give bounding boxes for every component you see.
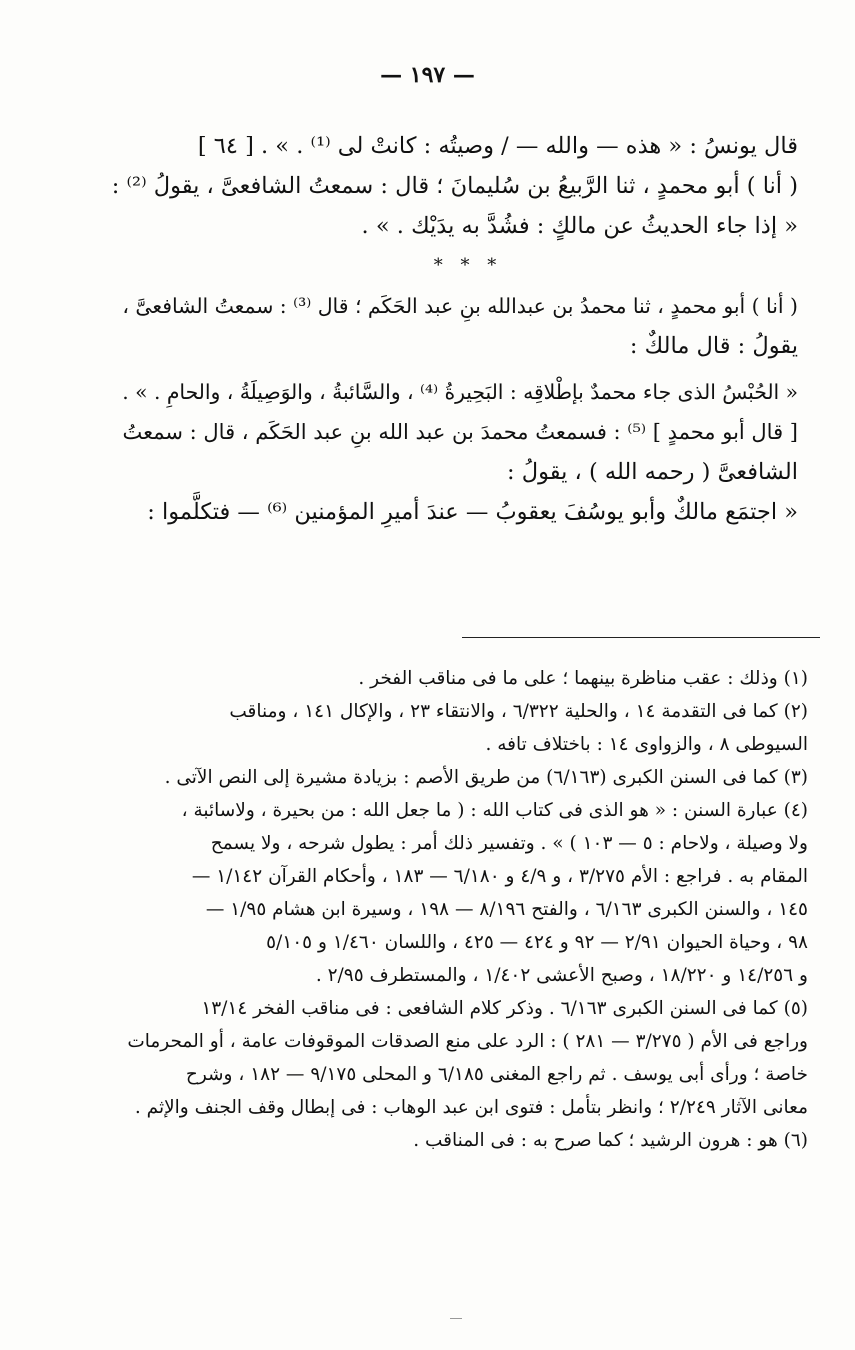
main-line: ( أنا ) أبو محمدٍ ، ثنا الرَّبيعُ بن سُليمانَ ؛ قال : سمعتُ الشافعىَّ ، يقولُ ⁽²⁾ : bbox=[111, 173, 798, 199]
page-number: — ١٩٧ — bbox=[380, 62, 475, 88]
footnote-line: و ١٤/٢٥٦ و ١٨/٢٢٠ ، وصبح الأعشى ١/٤٠٢ ، والمستطرف ٢/٩٥ . bbox=[315, 965, 808, 986]
footnote-line: (٥) كما فى السنن الكبرى ٦/١٦٣ . وذكر كلام الشافعى : فى مناقب الفخر ١٣/١٤ bbox=[201, 998, 808, 1019]
footnote-line: (٢) كما فى التقدمة ١٤ ، والحلية ٦/٣٢٢ ، والانتقاء ٢٣ ، والإكال ١٤١ ، ومناقب bbox=[229, 701, 808, 722]
main-line: يقولُ : قال مالكٌ : bbox=[629, 333, 798, 359]
main-line: الشافعىَّ ( رحمه الله ) ، يقولُ : bbox=[507, 459, 798, 485]
footnote-line: خاصة ؛ ورأى أبى يوسف . ثم راجع المغنى ٦/١٨٥ و المحلى ٩/١٧٥ — ١٨٢ ، وشرح bbox=[185, 1064, 808, 1085]
footnote-line: وراجع فى الأم ( ٣/٢٧٥ — ٢٨١ ) : الرد على منع الصدقات الموقوفات عامة ، أو المحرمات bbox=[127, 1031, 808, 1052]
footnote-line: ١٤٥ ، والسنن الكبرى ٦/١٦٣ ، والفتح ٨/١٩٦ — ١٩٨ ، وسيرة ابن هشام ١/٩٥ — bbox=[205, 899, 808, 920]
footnote-line: ولا وصيلة ، ولاحام : ٥ — ١٠٣ ) » . وتفسير ذلك أمر : يطول شرحه ، ولا يسمح bbox=[210, 833, 808, 854]
page-mark bbox=[450, 1318, 462, 1319]
footnote-line: السيوطى ٨ ، والزواوى ١٤ : باختلاف تافه . bbox=[485, 734, 808, 755]
footnote-line: المقام به . فراجع : الأم ٣/٢٧٥ ، و ٤/٩ و ٦/١٨٠ — ١٨٣ ، وأحكام القرآن ١/١٤٢ — bbox=[191, 866, 808, 887]
footnote-line: (٦) هو : هرون الرشيد ؛ كما صرح به : فى المناقب . bbox=[413, 1130, 808, 1151]
main-line: ( أنا ) أبو محمدٍ ، ثنا محمدُ بن عبدالله بنِ عبد الحَكَم ؛ قال ⁽³⁾ : سمعتُ الشافعىَّ ، bbox=[122, 294, 798, 318]
main-line: [ قال أبو محمدٍ ] ⁽⁵⁾ : فسمعتُ محمدَ بن عبد الله بنِ عبد الحَكَم ، قال : سمعتُ bbox=[122, 419, 798, 444]
footnote-line: معانى الآثار ٢/٢٤٩ ؛ وانظر بتأمل : فتوى ابن عبد الوهاب : فى إبطال وقف الجنف والإثم . bbox=[134, 1097, 808, 1118]
footnote-line: (٣) كما فى السنن الكبرى (٦/١٦٣) من طريق الأصم : بزيادة مشيرة إلى النص الآتى . bbox=[164, 767, 808, 788]
footnote-line: (١) وذلك : عقب مناظرة بينهما ؛ على ما فى مناقب الفخر . bbox=[358, 668, 808, 689]
footnote-line: (٤) عبارة السنن : « هو الذى فى كتاب الله : ( ما جعل الله : من بحيرة ، ولاسائبة ، bbox=[181, 800, 808, 821]
main-line: « الحُبْسُ الذى جاء محمدٌ بإطْلاقِه : البَحِيرةُ ⁽⁴⁾ ، والسَّائبةُ ، والوَصِيلَةُ ، والحامِ . » . bbox=[122, 380, 798, 404]
section-separator: * * * bbox=[433, 255, 503, 276]
main-line: « اجتمَع مالكٌ وأبو يوسُفَ يعقوبُ — عندَ أميرِ المؤمنين ⁽⁶⁾ — فتكلَّموا : bbox=[147, 499, 798, 525]
main-text bbox=[108, 126, 798, 532]
footnote-divider bbox=[462, 637, 820, 638]
main-line: قال يونسُ : « هذه — والله — / وصيتُه : كانتْ لى ⁽¹⁾ . » . [ ٦٤ ] bbox=[197, 133, 798, 159]
main-line: « إذا جاء الحديثُ عن مالكٍ : فشُدَّ به يدَيْك . » . bbox=[361, 213, 798, 239]
footnotes bbox=[118, 662, 808, 1157]
footnote-line: ٩٨ ، وحياة الحيوان ٢/٩١ — ٩٢ و ٤٢٤ — ٤٢٥ ، واللسان ١/٤٦٠ و ٥/١٠٥ bbox=[266, 932, 808, 953]
